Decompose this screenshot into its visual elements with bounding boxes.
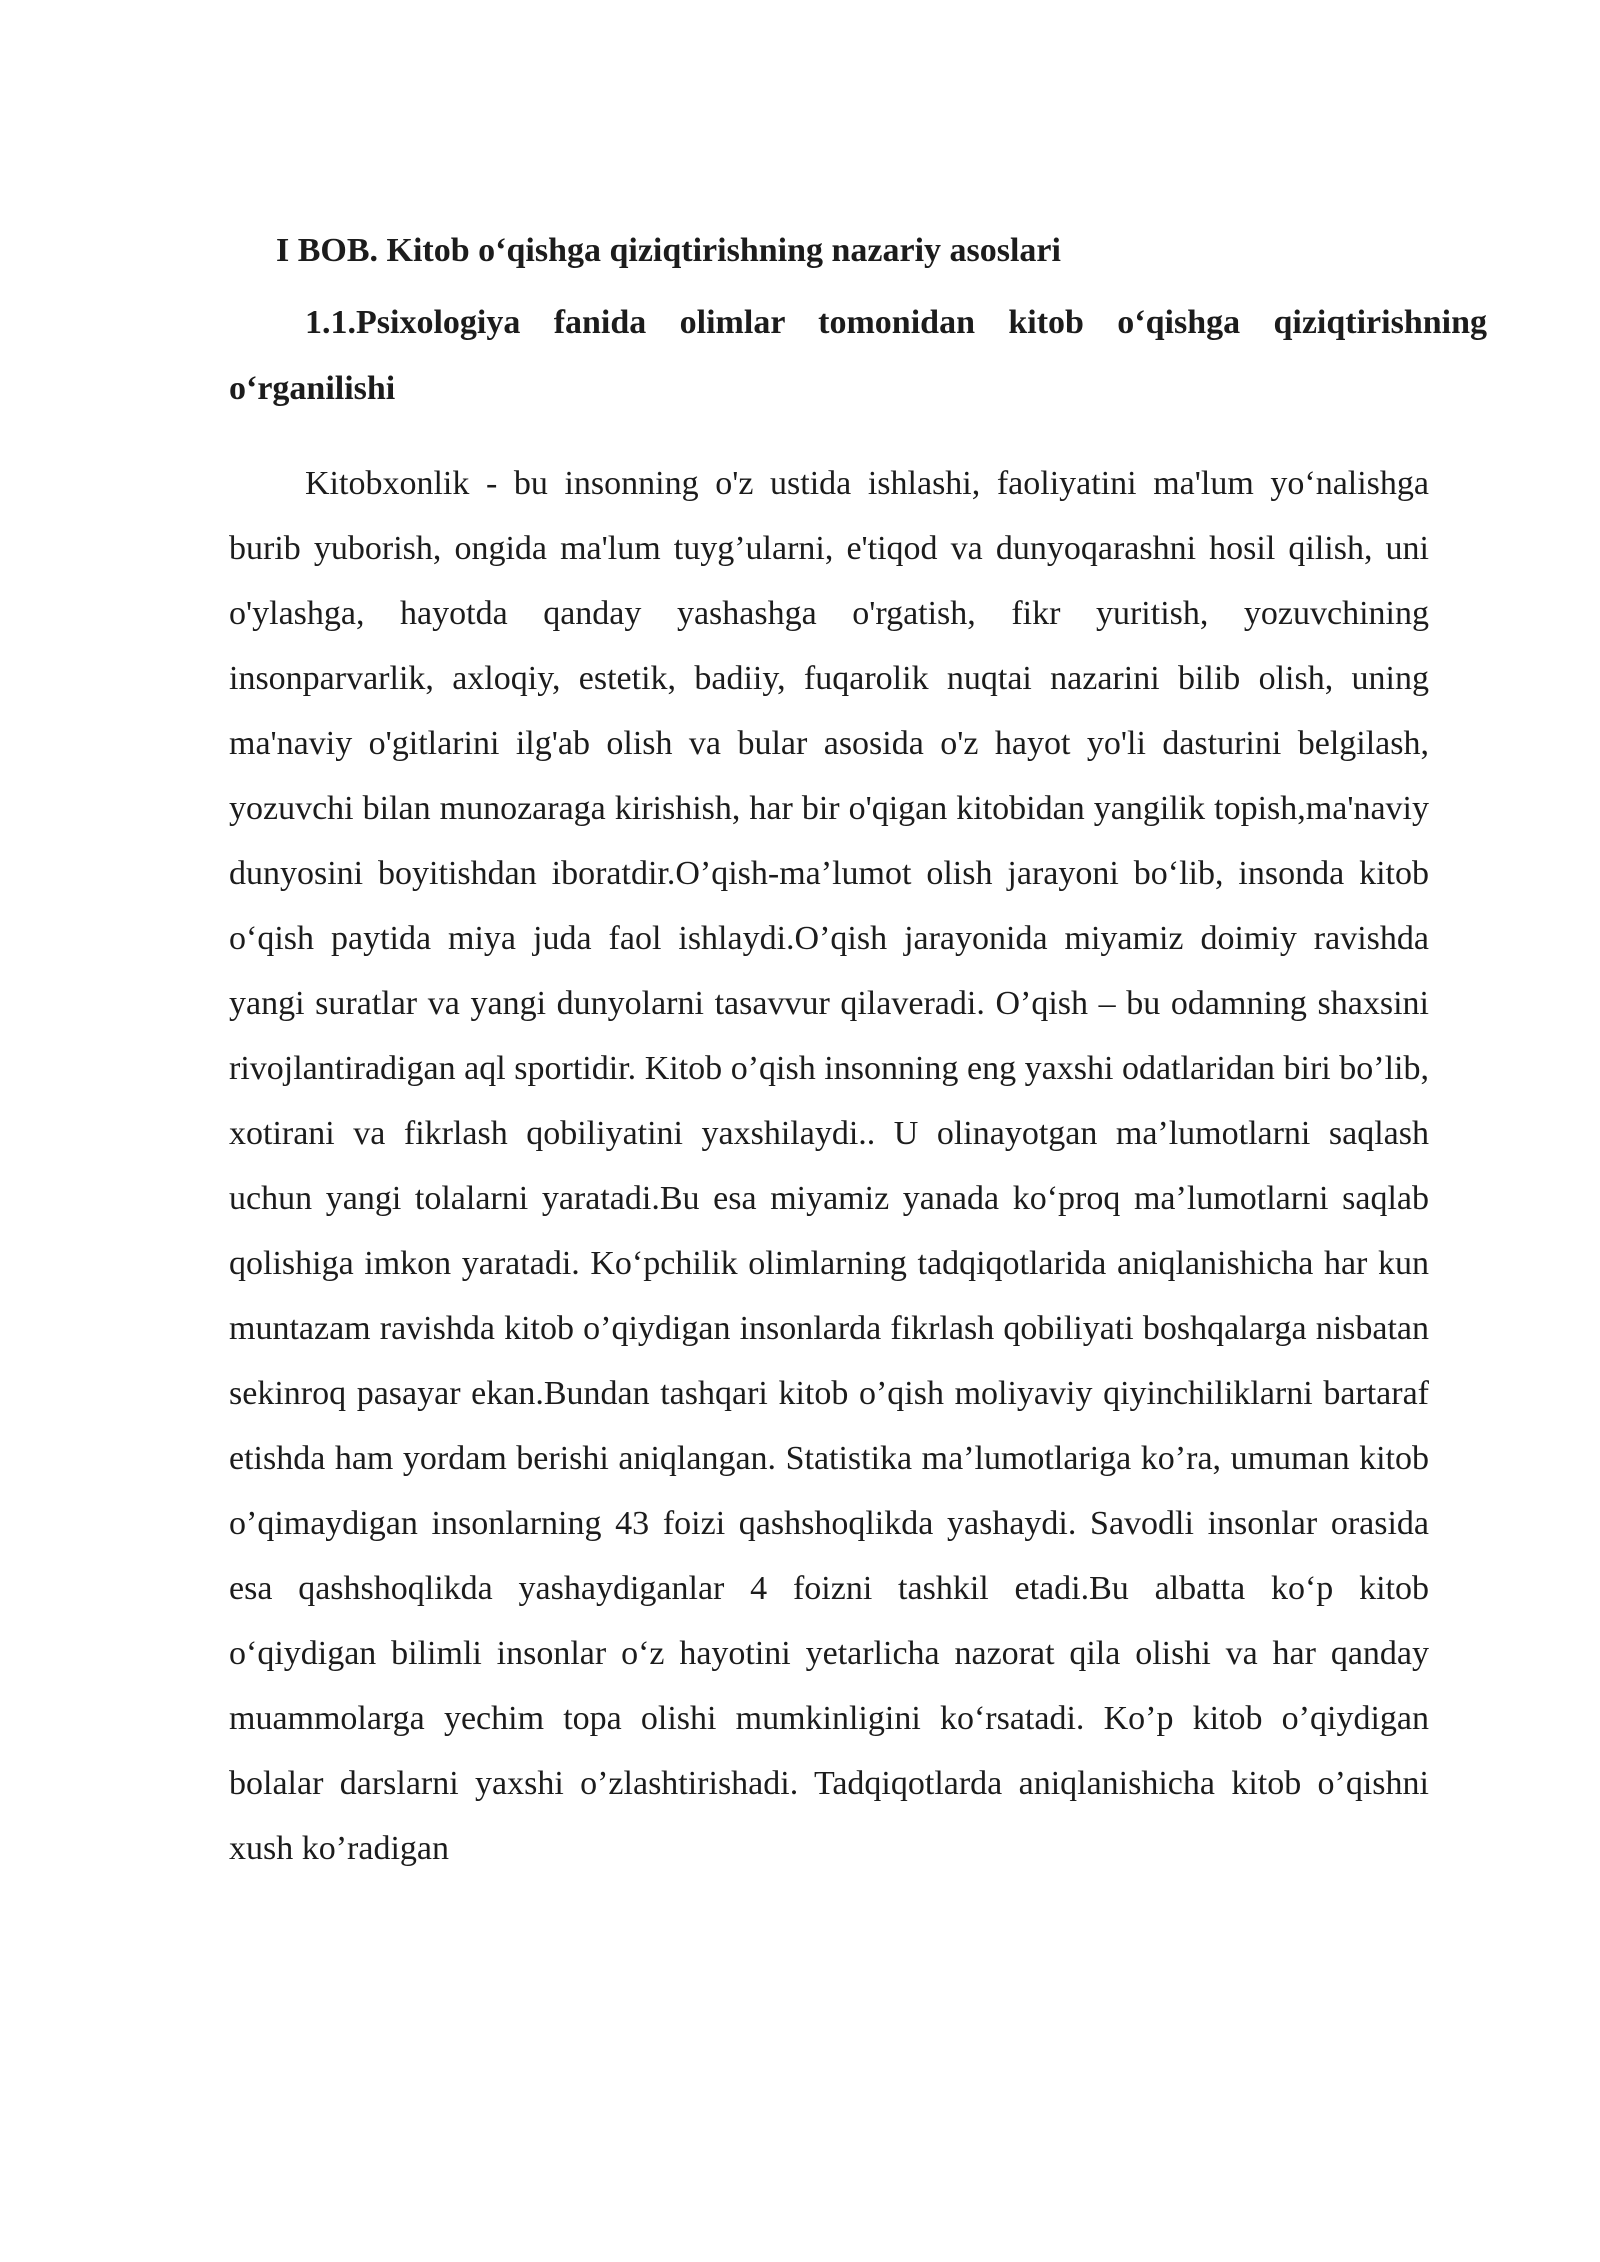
body-paragraph: Kitobxonlik - bu insonning o'z ustida ishlashi, faoliyatini ma'lum yo‘nalishga burib yuborish, ongida ma'lum tuyg’ularni, e'tiqod va dunyoqarashni hosil qilish, uni o'ylashga, hayotda qanday yashashga o'rgatish, fikr yuritish, yozuvchining insonparvarlik, axloqiy, estetik, badiiy, fuqarolik nuqtai nazarini bilib olish, uning ma'naviy o'gitlarini ilg'ab olish va bular asosida o'z hayot yo'li dasturini belgilash, yozuvchi bilan munozaraga kirishish, har bir o'qigan kitobidan yangilik topish,ma'naviy dunyosini boyitishdan iboratdir.O’qish-ma’lumot olish jarayoni bo‘lib, insonda kitob o‘qish paytida miya juda faol ishlaydi.O’qish jarayonida miyamiz doimiy ravishda yangi suratlar va yangi dunyolarni tasavvur qilaveradi. O’qish – bu odamning shaxsini rivojlantiradigan aql sportidir. Kitob o’qish insonning eng yaxshi odatlaridan biri bo’lib, xotirani va fikrlash qobiliyatini yaxshilaydi.. U olinayotgan ma’lumotlarni saqlash uchun yangi tolalarni yaratadi.Bu esa miyamiz yanada ko‘proq ma’lumotlarni saqlab qolishiga imkon yaratadi. Ko‘pchilik olimlarning tadqiqotlarida aniqlanishicha har kun muntazam ravishda kitob o’qiydigan insonlarda fikrlash qobiliyati boshqalarga nisbatan sekinroq pasayar ekan.Bundan tashqari kitob o’qish moliyaviy qiyinchiliklarni bartaraf etishda ham yordam berishi aniqlangan. Statistika ma’lumotlariga ko’ra, umuman kitob o’qimaydigan insonlarning 43 foizi qashshoqlikda yashaydi. Savodli insonlar orasida esa qashshoqlikda yashaydiganlar 4 foizni tashkil etadi.Bu albatta ko‘p kitob o‘qiydigan bilimli insonlar o‘z hayotini yetarlicha nazorat qila olishi va har qanday muammolarga yechim topa olishi mumkinligini ko‘rsatadi. Ko’p kitob o’qiydigan bolalar darslarni yaxshi o’zlashtirishadi. Tadqiqotlarda aniqlanishicha kitob o’qishni xush ko’radigan <box>229 465 1429 1867</box>
chapter-title: I BOB. Kitob o‘qishga qiziqtirishning nazariy asoslari <box>276 232 1061 269</box>
section-title: 1.1.Psixologiya fanida olimlar tomonidan kitob o‘qishga qiziqtirishning o‘rganilishi <box>229 304 1487 407</box>
